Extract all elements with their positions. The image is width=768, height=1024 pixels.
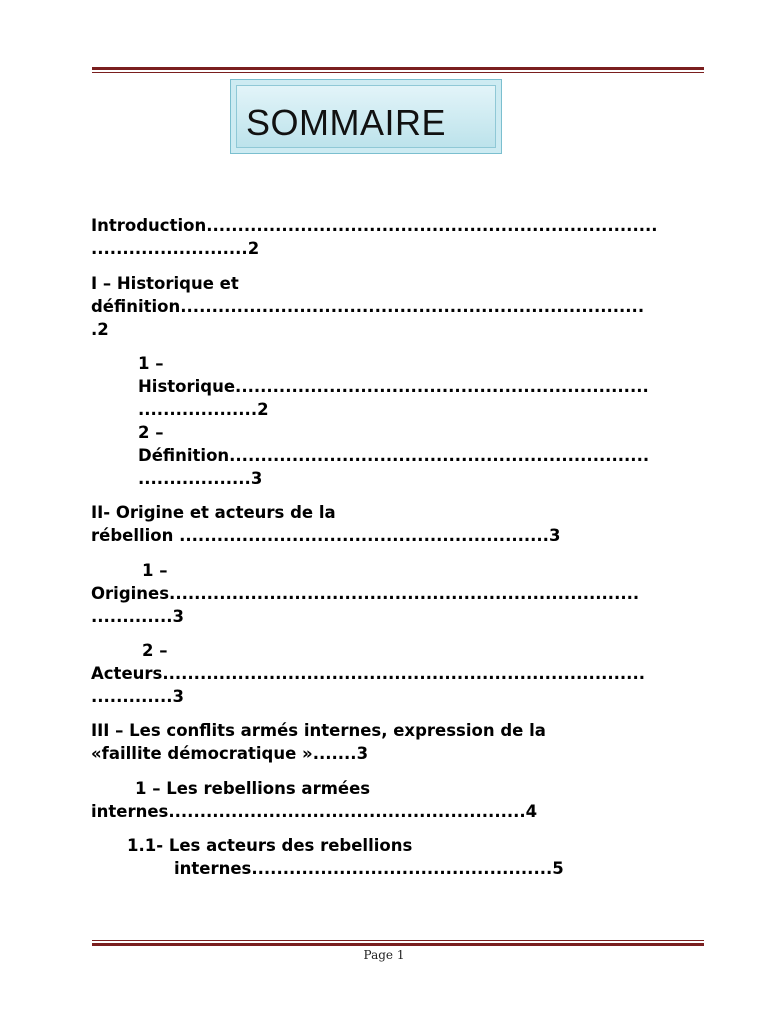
header-rule [92, 67, 704, 73]
toc-part1-sub2-line3: ..................3 [138, 469, 263, 488]
toc-part2-sub1-line2: Origines........................................................................... [91, 584, 640, 603]
toc-part2-sub2-line1: 2 – [142, 641, 168, 660]
toc-part1-sub2-line2: Définition................................................................... [138, 446, 650, 465]
toc-part3-line2: «faillite démocratique ».......3 [91, 744, 369, 763]
toc-part3-line1: III – Les conflits armés internes, expression de la [91, 721, 546, 740]
toc-part2-sub1-line3: .............3 [91, 607, 184, 626]
toc-part2-sub1-line1: 1 – [142, 561, 168, 580]
toc-part3-sub1-1-line1: 1.1- Les acteurs des rebellions [127, 836, 413, 855]
toc-part1-line1: I – Historique et [91, 274, 239, 293]
toc-intro-line1: Introduction........................................................................ [91, 216, 658, 235]
toc-part2-sub2-line2: Acteurs............................................................................. [91, 664, 645, 683]
toc-part1-line3: .2 [91, 320, 109, 339]
toc-part3-sub1-line1: 1 – Les rebellions armées [135, 779, 371, 798]
footer-rule [92, 940, 704, 946]
document-title: SOMMAIRE [246, 102, 447, 143]
toc-part3-sub1-1-line2: internes................................................5 [174, 859, 564, 878]
toc-part1-line2: définition.......................................................................... [91, 297, 645, 316]
toc-part1-sub1-line3: ...................2 [138, 400, 269, 419]
toc-part2-line2: rébellion ...........................................................3 [91, 526, 561, 545]
toc-intro-line2: .........................2 [91, 239, 260, 258]
title-box [230, 79, 502, 154]
toc-part1-sub2-line1: 2 – [138, 423, 164, 442]
page-number: Page 1 [363, 948, 405, 962]
toc-part2-line1: II- Origine et acteurs de la [91, 503, 336, 522]
toc-part3-sub1-line2: internes.........................................................4 [91, 802, 538, 821]
toc-part1-sub1-line1: 1 – [138, 354, 164, 373]
toc-part1-sub1-line2: Historique.................................................................. [138, 377, 649, 396]
toc-part2-sub2-line3: .............3 [91, 687, 184, 706]
